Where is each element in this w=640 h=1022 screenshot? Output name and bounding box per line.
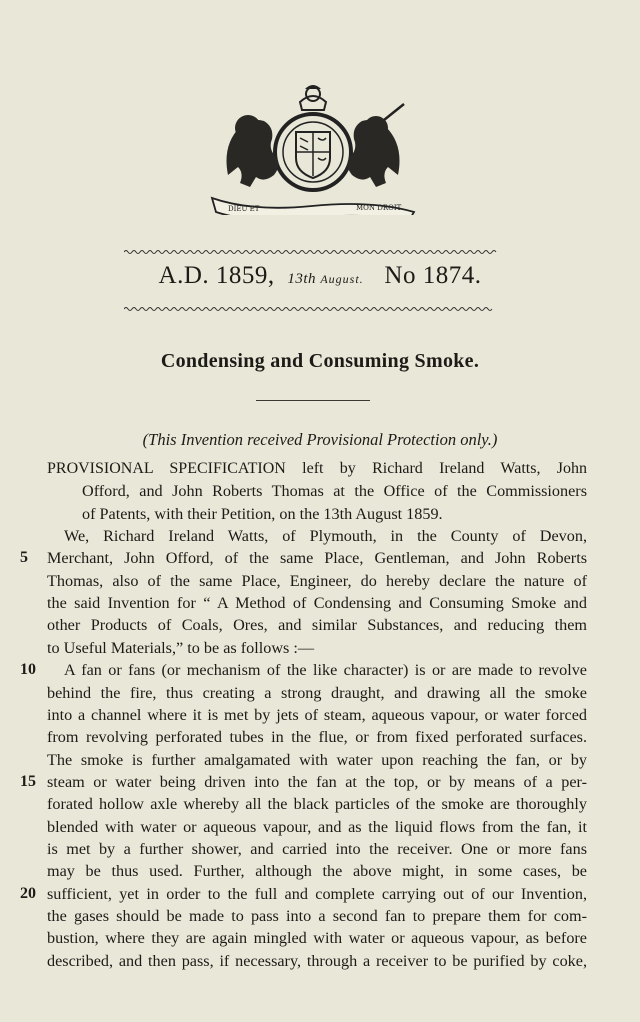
motto-right: MON DROIT	[356, 204, 402, 212]
line-number: 5	[20, 549, 28, 567]
patent-day: 13th	[287, 271, 317, 287]
text-line: behind the fire, thus creating a strong draught, and drawing all the smoke	[47, 683, 587, 702]
royal-coat-of-arms	[208, 80, 418, 215]
text-line: blended with water or aqueous vapour, and as the liquid flows from the fan, it	[47, 817, 587, 836]
text-line: A fan or fans (or mechanism of the like character) is or are made to revolve	[64, 661, 587, 680]
text-line: into a channel where it is met by jets of steam, aqueous vapour, or water forced	[47, 705, 587, 724]
title-divider	[256, 400, 370, 401]
ornamental-rule-bottom	[124, 305, 502, 313]
patent-dateline	[0, 262, 640, 290]
line-number: 15	[20, 772, 36, 790]
text-line: Merchant, John Offord, of the same Place, Gentleman, and John Roberts	[47, 549, 587, 568]
specification-title: Condensing and Consuming Smoke.	[160, 350, 480, 372]
text-line: the gases should be made to pass into a second fan to prepare them for com-	[47, 907, 587, 925]
text-line: forated hollow axle whereby all the black particles of the smoke are thoroughly	[47, 795, 587, 814]
ornamental-rule-top	[124, 248, 502, 256]
motto-left: DIEU ET	[228, 205, 260, 213]
text-line: PROVISIONAL SPECIFICATION left by Richard Ireland Watts, John	[47, 460, 587, 477]
protection-note: (This Invention received Provisional Protection only.)	[142, 430, 498, 449]
text-line: is met by a further shower, and carried into the receiver. One or more fans	[47, 839, 587, 858]
text-line: from revolving perforated tubes in the flue, or from fixed perforated surfaces.	[47, 728, 587, 747]
patent-number: No 1874.	[384, 262, 482, 289]
text-line: the said Invention for “ A Method of Condensing and Consuming Smoke and	[47, 594, 587, 613]
text-line: sufficient, yet in order to the full and complete carrying out of our Invention,	[47, 884, 587, 903]
text-line: Thomas, also of the same Place, Engineer, do hereby declare the nature of	[47, 571, 587, 590]
patent-month: August.	[320, 272, 364, 286]
text-line: other Products of Coals, Ores, and similar Substances, and reducing them	[47, 616, 587, 635]
text-line: to Useful Materials,” to be as follows :—	[47, 638, 315, 657]
text-line: described, and then pass, if necessary, through a receiver to be purified by coke,	[47, 951, 587, 970]
patent-date	[287, 271, 363, 287]
text-line: bustion, where they are again mingled with water or aqueous vapour, as before	[47, 929, 587, 948]
text-line: steam or water being driven into the fan at the top, or by means of a per-	[47, 772, 587, 791]
text-line: may be thus used. Further, although the above might, in some cases, be	[47, 862, 587, 881]
text-line: of Patents, with their Petition, on the 13th August 1859.	[82, 504, 443, 523]
text-line: We, Richard Ireland Watts, of Plymouth, in the County of Devon,	[64, 527, 587, 546]
text-line: The smoke is further amalgamated with water upon reaching the fan, or by	[47, 750, 587, 769]
patent-year: A.D. 1859,	[158, 262, 275, 289]
line-number: 10	[20, 661, 36, 679]
text-line: Offord, and John Roberts Thomas at the Office of the Commissioners	[82, 482, 587, 501]
line-number: 20	[20, 884, 36, 902]
